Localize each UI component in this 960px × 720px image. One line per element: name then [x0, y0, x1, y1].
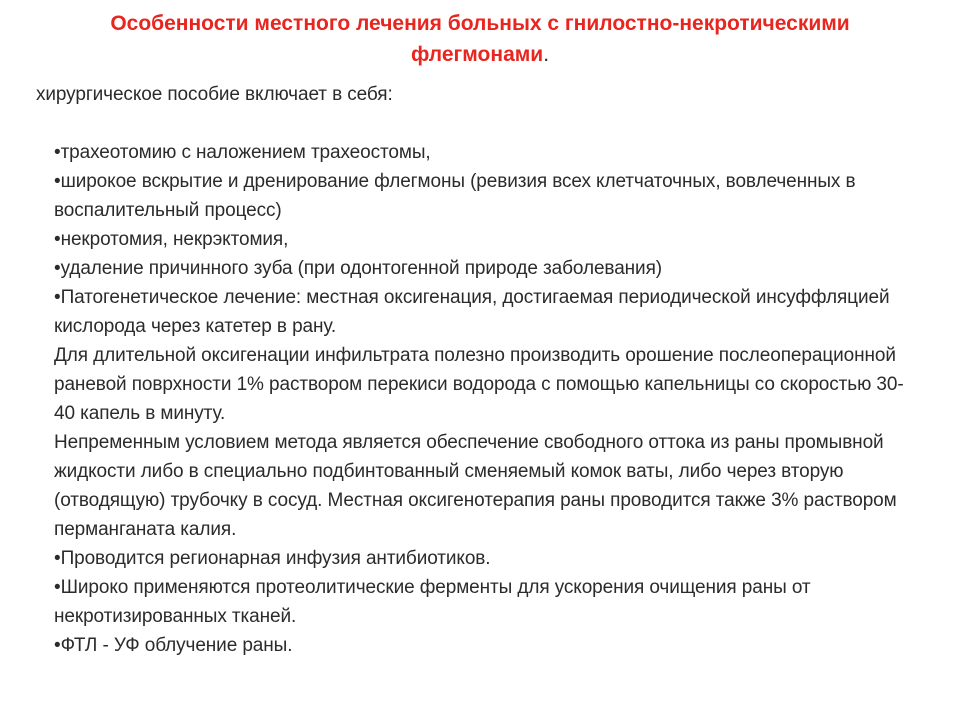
body-paragraph	[36, 254, 916, 283]
bullet: •	[54, 171, 61, 192]
body-paragraph	[36, 225, 916, 254]
body-paragraph	[36, 167, 916, 225]
body-paragraph	[36, 138, 916, 167]
bullet: •	[54, 229, 61, 250]
bullet: •	[54, 635, 61, 656]
body-paragraph	[36, 283, 916, 341]
body-paragraph	[36, 341, 916, 428]
body-paragraph	[36, 573, 916, 631]
paragraph-text: Патогенетическое лечение: местная оксигенация, достигаемая периодической инсуффляцией кислорода через катетер в рану.	[54, 287, 890, 337]
bullet: •	[54, 287, 61, 308]
intro-line: хирургическое пособие включает в себя:	[36, 84, 393, 105]
slide-title-period: .	[543, 43, 550, 66]
bullet: •	[54, 142, 61, 163]
body-paragraph	[36, 428, 916, 544]
paragraph-text: Непременным условием метода является обеспечение свободного оттока из раны промывной жидкости либо в специально подбинтованный сменяемый комок ваты, либо через вторую (отводящую) трубочку в сосуд. Местная оксигенотерапия раны проводится также 3% раствором перманганата калия.	[54, 432, 897, 540]
paragraph-text: Проводится регионарная инфузия антибиотиков.	[60, 548, 491, 569]
slide-title-text: Особенности местного лечения больных с гнилостно-некротическими флегмонами	[110, 12, 850, 66]
paragraph-text: Для длительной оксигенации инфильтрата полезно производить орошение послеоперационной раневой поврхности 1% раствором перекиси водорода с помощью капельницы со скоростью 30-40 капель в минуту.	[54, 345, 904, 424]
paragraph-text: широкое вскрытие и дренирование флегмоны (ревизия всех клетчаточных, вовлеченных в воспалительный процесс)	[54, 171, 856, 221]
paragraph-text: Широко применяются протеолитические ферменты для ускорения очищения раны от некротизированных тканей.	[54, 577, 811, 627]
paragraph-text: ФТЛ - УФ облучение раны.	[60, 635, 293, 656]
bullet: •	[54, 577, 61, 598]
body-paragraph	[36, 544, 916, 573]
slide-title	[40, 8, 920, 70]
bullet: •	[54, 548, 61, 569]
slide-body	[36, 80, 916, 660]
body-paragraph	[36, 631, 916, 660]
bullet: •	[54, 258, 61, 279]
paragraph-text: удаление причинного зуба (при одонтогенной природе заболевания)	[60, 258, 662, 279]
paragraph-text: трахеотомию с наложением трахеостомы,	[60, 142, 431, 163]
paragraph-text: некротомия, некрэктомия,	[60, 229, 289, 250]
